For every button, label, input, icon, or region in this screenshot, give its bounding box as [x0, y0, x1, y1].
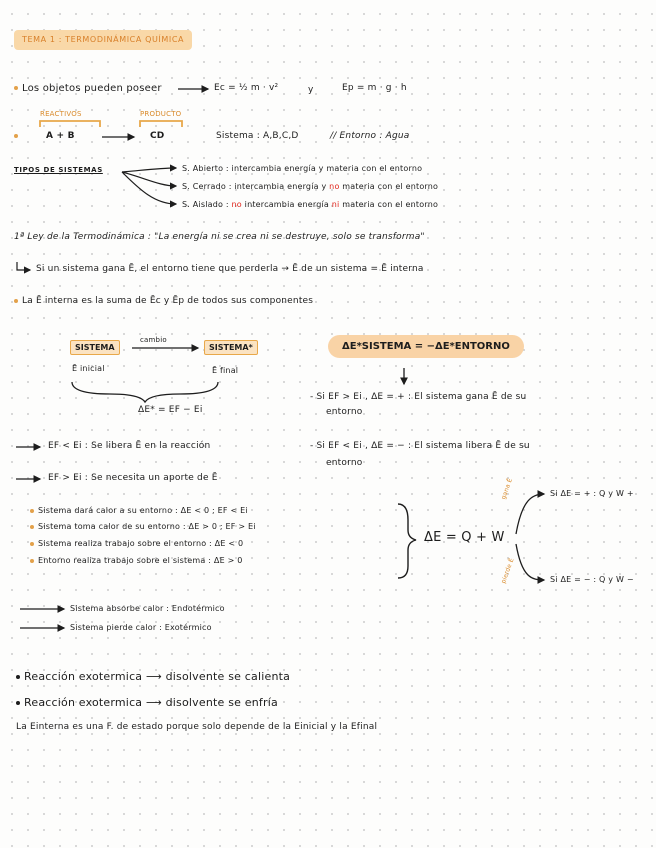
- delta-formula: ΔE* = EF − Ei: [138, 405, 203, 415]
- bullet-icon: [16, 701, 20, 705]
- bullet-text: Sistema realiza trabajo sobre el entorno : ΔE < 0: [38, 539, 244, 548]
- tipo-cerrado: [182, 182, 438, 191]
- sistema-box: SISTEMA: [70, 340, 120, 355]
- sistema-star-box: SISTEMA*: [204, 340, 258, 355]
- tipo-aislado-c: materia con el entorno: [342, 200, 439, 209]
- tipo-aislado-a: S. Aislado :: [182, 200, 229, 209]
- si-libera-b: entorno: [326, 458, 363, 468]
- si-negative: Si ΔE = − : Q y W −: [550, 575, 634, 584]
- reactants: A + B: [46, 131, 75, 141]
- energy-line: [14, 83, 162, 94]
- interna-text: La Ē interna es la suma de Ēc y Ēp de todos sus componentes: [22, 296, 314, 306]
- energy-equation: ΔE = Q + W: [424, 530, 505, 545]
- producto-label: PRODUCTO: [140, 110, 182, 118]
- ley-title: 1ª Ley de la Termodinámica :: [14, 232, 152, 242]
- potential-formula: Ep = m · g · h: [342, 83, 407, 93]
- ef-greater: EF > Ei : Se necesita un aporte de Ē: [48, 473, 218, 483]
- page-title: TEMA 1 : TERMODINÁMICA QUÍMICA: [14, 30, 192, 50]
- tipo-aislado-b: intercambia energía: [244, 200, 330, 209]
- bullet-icon: [30, 509, 34, 513]
- tipo-abierto: S. Abierto : intercambia energía y materia con el entorno: [182, 164, 423, 173]
- tipo-cerrado-a: S. Cerrado : intercambia energía y: [182, 182, 327, 191]
- and-label: y: [308, 85, 314, 95]
- bullet-text: Sistema dará calor a su entorno : ΔE < 0 ; EF < Ei: [38, 506, 248, 515]
- reaccion-a: [16, 670, 290, 683]
- pierde-label: pierde Ē: [500, 557, 516, 585]
- endotermico: Sistema absorbe calor : Endotérmico: [70, 604, 225, 613]
- bullet-item: [30, 506, 248, 515]
- reactivos-label: REACTIVOS: [40, 110, 82, 118]
- tipo-aislado: [182, 200, 438, 209]
- exotermico: Sistema pierde calor : Exotérmico: [70, 623, 212, 632]
- si-libera: - Si EF < Ei , ΔE = − : El sistema libera Ē de su: [310, 441, 530, 451]
- si-positive: Si ΔE = + : Q y W +: [550, 489, 634, 498]
- bullet-item: [30, 556, 243, 565]
- cambio-label: cambio: [140, 336, 167, 344]
- delta-pill: ΔE*SISTEMA = −ΔE*ENTORNO: [328, 335, 524, 358]
- bullet-icon: [30, 542, 34, 546]
- ley-quote: "La energía ni se crea ni se destruye, solo se transforma": [154, 232, 425, 242]
- entorno-def: // Entorno : Agua: [330, 131, 410, 141]
- tipo-aislado-no: no: [231, 200, 242, 209]
- tipo-aislado-ni: ni: [331, 200, 340, 209]
- bullet-icon: [14, 299, 18, 303]
- tipo-cerrado-no: no: [329, 182, 340, 191]
- tipo-cerrado-b: materia con el entorno: [342, 182, 439, 191]
- final-line: La Einterna es una F. de estado porque solo depende de la Einicial y la Efinal: [16, 722, 378, 732]
- bullet-icon: [30, 525, 34, 529]
- bullet-item: [30, 522, 256, 531]
- si-gana: - Si EF > Ei , ΔE = + : El sistema gana Ē de su: [310, 392, 527, 402]
- interna-line: [14, 296, 313, 306]
- e-final: Ē final: [212, 366, 239, 375]
- bullet-item: [30, 539, 243, 548]
- reaccion-b-text: Reacción exotermica ⟶ disolvente se enfría: [24, 696, 278, 709]
- reaction-line: [14, 131, 22, 142]
- product: CD: [150, 131, 165, 141]
- bullet-text: Entorno realiza trabajo sobre el sistema : ΔE > 0: [38, 556, 243, 565]
- energy-line-text: Los objetos pueden poseer: [22, 83, 162, 94]
- bullet-text: Sistema toma calor de su entorno : ΔE > 0 ; EF > Ei: [38, 522, 256, 531]
- sistema-def: Sistema : A,B,C,D: [216, 131, 299, 141]
- si-gana-b: entorno: [326, 407, 363, 417]
- bullet-icon: [14, 86, 18, 90]
- e-inicial: Ē inicial: [72, 364, 105, 373]
- kinetic-formula: Ec = ½ m · v²: [214, 83, 279, 93]
- bullet-icon: [30, 559, 34, 563]
- ley-line: [14, 232, 425, 242]
- tipos-label: TIPOS DE SISTEMAS: [14, 166, 103, 174]
- reaccion-a-text: Reacción exotermica ⟶ disolvente se calienta: [24, 670, 291, 683]
- bullet-icon: [14, 134, 18, 138]
- ef-less: EF < Ei : Se libera Ē en la reacción: [48, 441, 211, 451]
- ley-consequence: Si un sistema gana Ē, el entorno tiene que perderla → Ē de un sistema = Ē interna: [36, 264, 424, 274]
- gana-label: gana Ē: [500, 477, 515, 501]
- reaccion-b: [16, 696, 278, 709]
- bullet-icon: [16, 675, 20, 679]
